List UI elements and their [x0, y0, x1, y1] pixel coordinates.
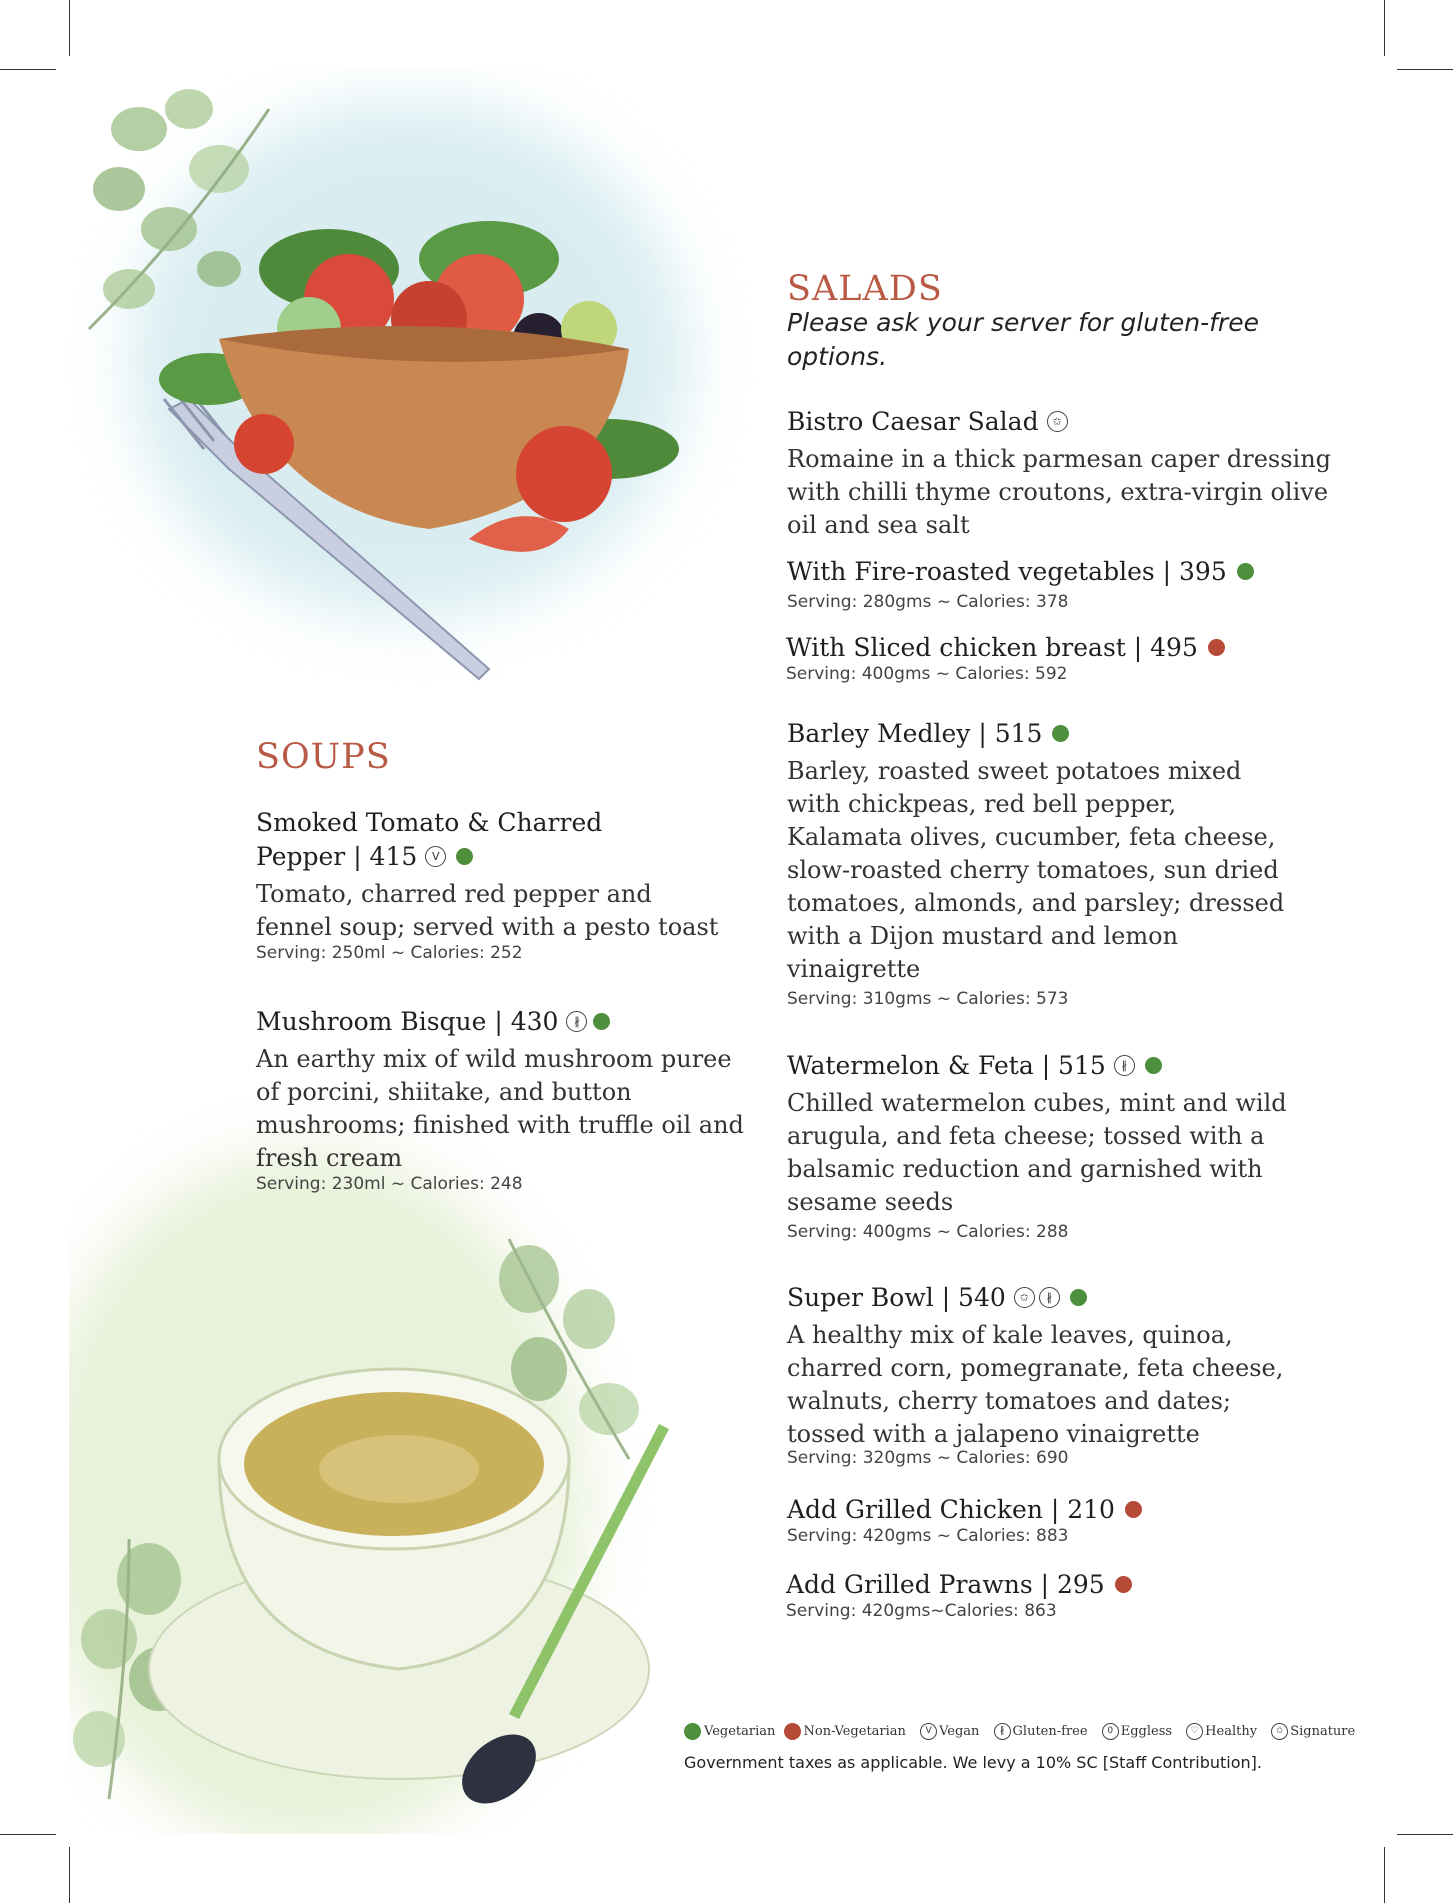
item-serving: Serving: 310gms ~ Calories: 573 [787, 989, 1069, 1009]
item-description: Romaine in a thick parmesan caper dressing with chilli thyme croutons, extra-virgin olive oil and sea salt [787, 445, 1332, 539]
crop-mark [1384, 0, 1385, 56]
menu-item-add-grilled-chicken [787, 1493, 1347, 1547]
salads-subtitle: Please ask your server for gluten-free options. [787, 308, 1259, 371]
item-name-text: With Fire-roasted vegetables | 395 [787, 557, 1227, 586]
item-description: Chilled watermelon cubes, mint and wild arugula, and feta cheese; tossed with a balsamic reduction and garnished with sesame seeds [787, 1089, 1287, 1216]
eggless-icon: 0 [1102, 1723, 1119, 1740]
legend-non-vegetarian: Non-Vegetarian [803, 1724, 906, 1739]
item-name-text: Bistro Caesar Salad [787, 407, 1039, 436]
gluten-free-icon: ∦ [1114, 1055, 1135, 1076]
vegetarian-icon [1070, 1289, 1087, 1306]
tax-footer-note: Government taxes as applicable. We levy a 10% SC [Staff Contribution]. [684, 1753, 1262, 1772]
menu-item-watermelon-feta [787, 1049, 1287, 1243]
item-serving: Serving: 280gms ~ Calories: 378 [787, 592, 1069, 612]
vegan-icon: V [425, 846, 446, 867]
vegetarian-icon [593, 1013, 610, 1030]
legend-vegetarian: Vegetarian [704, 1724, 776, 1739]
non-vegetarian-icon [1115, 1576, 1132, 1593]
legend-healthy: Healthy [1205, 1724, 1258, 1739]
item-name-text: Pepper | 415 [256, 842, 418, 871]
crop-mark [1397, 69, 1453, 70]
vegetarian-icon [1145, 1057, 1162, 1074]
legend-vegan: Vegan [939, 1724, 980, 1739]
menu-item-mushroom-bisque [256, 1005, 756, 1195]
item-serving: Serving: 420gms ~ Calories: 883 [787, 1526, 1069, 1546]
item-serving: Serving: 230ml ~ Calories: 248 [256, 1174, 523, 1194]
item-description: Barley, roasted sweet potatoes mixed with chickpeas, red bell pepper, Kalamata olives, cucumber, feta cheese, slow-roasted cherry tomatoes, sun dried tomatoes, almonds, and parsley; dressed with a Dijon mustard and lemon vinaigrette [787, 757, 1285, 983]
crop-mark [1397, 1834, 1453, 1835]
item-name-text: Super Bowl | 540 [787, 1283, 1006, 1312]
vegetarian-icon [684, 1723, 701, 1740]
item-name [256, 1005, 756, 1039]
vegetarian-icon [1052, 725, 1069, 742]
item-description: An earthy mix of wild mushroom puree of porcini, shiitake, and button mushrooms; finished with truffle oil and fresh cream [256, 1045, 744, 1172]
item-serving: Serving: 420gms~Calories: 863 [786, 1601, 1057, 1621]
item-name [256, 806, 726, 840]
crop-mark [0, 69, 56, 70]
item-name [787, 1493, 1347, 1527]
item-name-text: Smoked Tomato & Charred [256, 808, 603, 837]
item-name-text: With Sliced chicken breast | 495 [786, 633, 1198, 662]
gluten-free-icon: ∦ [1039, 1287, 1060, 1308]
dietary-legend [684, 1723, 1359, 1740]
vegetarian-icon [456, 848, 473, 865]
non-vegetarian-icon [1125, 1501, 1142, 1518]
item-name-text: Barley Medley | 515 [787, 719, 1043, 748]
item-serving: Serving: 320gms ~ Calories: 690 [787, 1448, 1069, 1468]
signature-icon: ✩ [1014, 1287, 1035, 1308]
item-name [786, 1568, 1346, 1602]
menu-item-super-bowl [787, 1281, 1287, 1469]
item-name [786, 631, 1346, 665]
menu-item-sliced-chicken-breast [786, 631, 1346, 685]
non-vegetarian-icon [1208, 639, 1225, 656]
item-name-text: Add Grilled Prawns | 295 [786, 1570, 1105, 1599]
item-name-text: Mushroom Bisque | 430 [256, 1007, 559, 1036]
legend-signature: Signature [1290, 1724, 1356, 1739]
item-serving: Serving: 400gms ~ Calories: 288 [787, 1222, 1069, 1242]
crop-mark [69, 1847, 70, 1903]
menu-item-bistro-caesar-salad [787, 405, 1347, 542]
item-name [787, 1049, 1287, 1083]
menu-item-smoked-tomato-charred-pepper [256, 806, 726, 964]
gluten-free-icon: ∦ [566, 1011, 587, 1032]
vegan-icon: V [920, 1723, 937, 1740]
signature-icon: ✩ [1047, 411, 1068, 432]
menu-page [69, 69, 1384, 1834]
item-name [256, 840, 726, 874]
item-description: A healthy mix of kale leaves, quinoa, charred corn, pomegranate, feta cheese, walnuts, cherry tomatoes and dates; tossed with a jalapeno vinaigrette [787, 1321, 1284, 1448]
item-serving: Serving: 400gms ~ Calories: 592 [786, 664, 1068, 684]
item-name [787, 405, 1347, 439]
signature-icon: ✩ [1271, 1723, 1288, 1740]
crop-mark [69, 0, 70, 56]
soup-bowl-illustration [69, 1199, 689, 1834]
item-name [787, 717, 1287, 751]
item-name [787, 1281, 1287, 1315]
legend-gluten-free: Gluten-free [1012, 1724, 1088, 1739]
item-name-text: Watermelon & Feta | 515 [787, 1051, 1106, 1080]
soups-heading: SOUPS [256, 737, 391, 777]
gluten-free-icon: ∦ [994, 1723, 1011, 1740]
crop-mark [0, 1834, 56, 1835]
healthy-icon: ♡ [1186, 1723, 1203, 1740]
menu-item-barley-medley [787, 717, 1287, 1010]
vegetarian-icon [1237, 563, 1254, 580]
salads-heading: SALADS [787, 269, 943, 309]
item-description: Tomato, charred red pepper and fennel soup; served with a pesto toast [256, 880, 719, 941]
crop-mark [1384, 1847, 1385, 1903]
item-name [787, 555, 1347, 589]
legend-eggless: Eggless [1120, 1724, 1173, 1739]
menu-item-add-grilled-prawns [786, 1568, 1346, 1622]
menu-item-fire-roasted-vegetables [787, 555, 1347, 613]
salad-bowl-illustration [69, 69, 709, 709]
non-vegetarian-icon [784, 1723, 801, 1740]
item-serving: Serving: 250ml ~ Calories: 252 [256, 943, 523, 963]
item-name-text: Add Grilled Chicken | 210 [787, 1495, 1115, 1524]
